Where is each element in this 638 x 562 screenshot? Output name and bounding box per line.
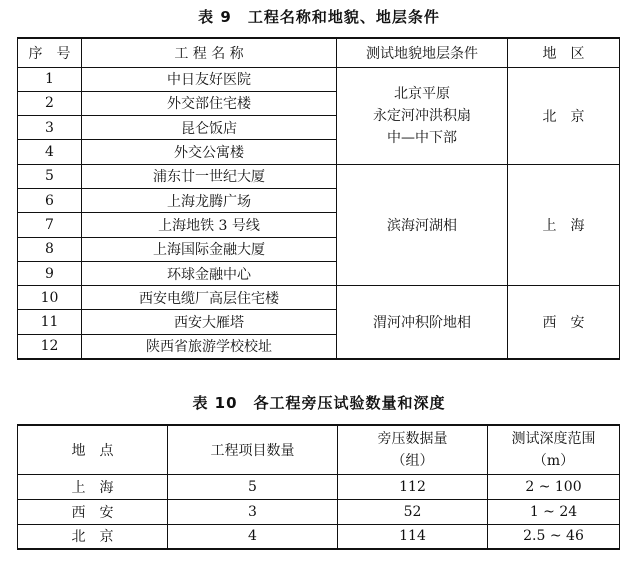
header-depth-range: 测试深度范围 （m） [488,425,620,474]
table-row [18,286,620,310]
row-seq-no: 7 [18,213,82,237]
group-region-xian: 西 安 [508,286,620,359]
row-project-name: 外交部住宅楼 [82,91,337,115]
row-seq-no: 9 [18,261,82,285]
table9-caption: 表 9 工程名称和地貌、地层条件 [198,8,440,26]
row-project-name: 浦东廿一世纪大厦 [82,164,337,188]
row-project-name: 西安电缆厂高层住宅楼 [82,286,337,310]
row-depth-range: 2.5 ~ 46 [488,524,620,549]
row-depth-range: 1 ~ 24 [488,499,620,524]
row-project-count: 4 [168,524,338,549]
header-seq-no: 序 号 [18,38,82,67]
row-project-name: 上海地铁 3 号线 [82,213,337,237]
row-seq-no: 12 [18,334,82,358]
row-depth-range: 2 ~ 100 [488,474,620,499]
row-project-name: 西安大雁塔 [82,310,337,334]
header-project-count: 工程项目数量 [168,425,338,474]
header-condition: 测试地貌地层条件 [337,38,508,67]
row-seq-no: 8 [18,237,82,261]
row-place: 上 海 [18,474,168,499]
row-seq-no: 3 [18,116,82,140]
row-project-name: 上海国际金融大厦 [82,237,337,261]
row-project-count: 5 [168,474,338,499]
row-project-name: 昆仑饭店 [82,116,337,140]
row-project-name: 外交公寓楼 [82,140,337,164]
table9 [17,37,620,360]
header-region: 地 区 [508,38,620,67]
row-seq-no: 4 [18,140,82,164]
row-project-name: 上海龙腾广场 [82,188,337,212]
table-row [18,164,620,188]
header-project-name: 工 程 名 称 [82,38,337,67]
group-region-shanghai: 上 海 [508,164,620,285]
group-region-beijing: 北 京 [508,67,620,164]
group-condition-shanghai: 滨海河湖相 [337,164,508,285]
table-row [18,524,620,549]
row-project-name: 环球金融中心 [82,261,337,285]
table10-header-row [18,425,620,474]
row-seq-no: 1 [18,67,82,91]
table10 [17,424,620,550]
row-place: 北 京 [18,524,168,549]
header-data-count: 旁压数据量 （组） [338,425,488,474]
row-place: 西 安 [18,499,168,524]
group-condition-beijing: 北京平原 永定河冲洪积扇 中—中下部 [337,67,508,164]
row-seq-no: 10 [18,286,82,310]
row-project-name: 陕西省旅游学校校址 [82,334,337,358]
table10-caption: 表 10 各工程旁压试验数量和深度 [192,394,446,412]
header-place: 地 点 [18,425,168,474]
row-data-count: 112 [338,474,488,499]
group-condition-xian: 渭河冲积阶地相 [337,286,508,359]
row-project-name: 中日友好医院 [82,67,337,91]
row-seq-no: 6 [18,188,82,212]
row-seq-no: 2 [18,91,82,115]
table9-header-row [18,38,620,67]
row-project-count: 3 [168,499,338,524]
table-row [18,499,620,524]
row-data-count: 114 [338,524,488,549]
row-seq-no: 5 [18,164,82,188]
row-data-count: 52 [338,499,488,524]
table-row [18,67,620,91]
row-seq-no: 11 [18,310,82,334]
table-row [18,474,620,499]
